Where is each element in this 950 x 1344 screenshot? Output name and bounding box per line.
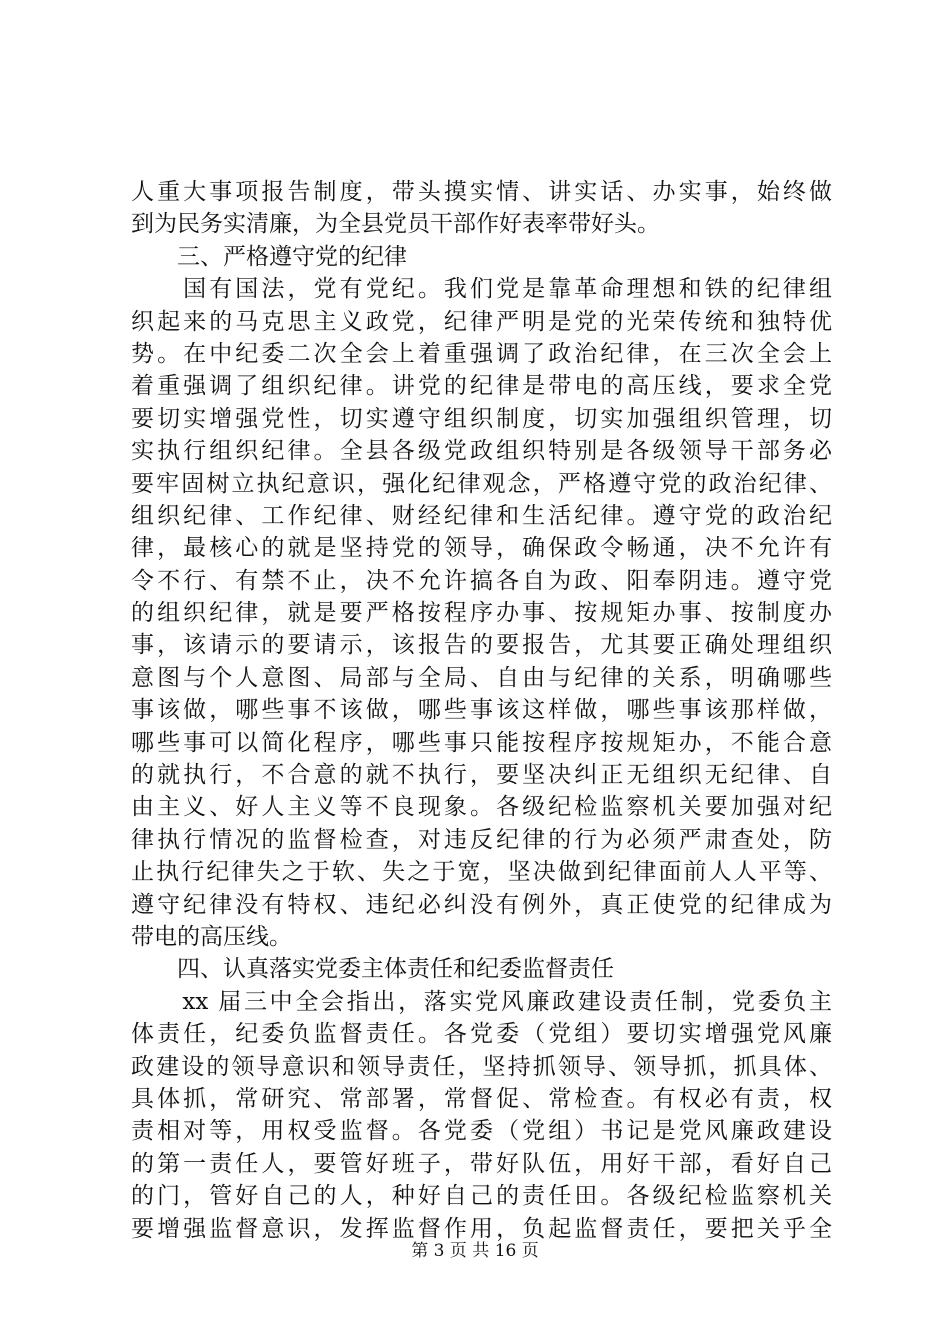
text-line: 的就执行，不合意的就不执行，要坚决纠正无组织无纪律、自 xyxy=(131,762,832,789)
text-line: 要增强监督意识，发挥监督作用，负起监督责任，要把关乎全 xyxy=(131,1215,832,1242)
text-line: 要牢固树立执纪意识，强化纪律观念，严格遵守党的政治纪律、 xyxy=(131,470,832,497)
text-line: 势。在中纪委二次全会上着重强调了政治纪律，在三次全会上 xyxy=(131,340,832,367)
text-line: 的第一责任人，要管好班子，带好队伍，用好干部，看好自己 xyxy=(131,1150,832,1177)
text-line: 组织纪律、工作纪律、财经纪律和生活纪律。遵守党的政治纪 xyxy=(131,502,832,529)
text-line: xx 届三中全会指出，落实党风廉政建设责任制，党委负主 xyxy=(131,988,832,1015)
text-line: 遵守纪律没有特权、违纪必纠没有例外，真正使党的纪律成为 xyxy=(131,891,832,918)
text-line: 政建设的领导意识和领导责任，坚持抓领导、领导抓，抓具体、 xyxy=(131,1053,832,1080)
text-line: 律执行情况的监督检查，对违反纪律的行为必须严肃查处，防 xyxy=(131,826,832,853)
text-line: 到为民务实清廉，为全县党员干部作好表率带好头。 xyxy=(131,211,660,238)
document-body xyxy=(131,176,832,1245)
page-footer xyxy=(0,1241,950,1261)
text-line: 实执行组织纪律。全县各级党政组织特别是各级领导干部务必 xyxy=(131,438,832,465)
text-line: 止执行纪律失之于软、失之于宽，坚决做到纪律面前人人平等、 xyxy=(131,859,832,886)
text-line: 的门，管好自己的人，种好自己的责任田。各级纪检监察机关 xyxy=(131,1183,832,1210)
text-line: 带电的高压线。 xyxy=(131,923,292,950)
text-line: 人重大事项报告制度，带头摸实情、讲实话、办实事，始终做 xyxy=(131,179,832,205)
text-line: 律，最核心的就是坚持党的领导，确保政令畅通，决不允许有 xyxy=(131,535,832,562)
text-line: 着重强调了组织纪律。讲党的纪律是带电的高压线，要求全党 xyxy=(131,373,832,400)
text-line: 事，该请示的要请示，该报告的要报告，尤其要正确处理组织 xyxy=(131,632,832,659)
text-line: 织起来的马克思主义政党，纪律严明是党的光荣传统和独特优 xyxy=(131,308,832,335)
page-number: 第 3 页 共 16 页 xyxy=(411,1241,539,1261)
text-line: 由主义、好人主义等不良现象。各级纪检监察机关要加强对纪 xyxy=(131,794,832,821)
text-line: 的组织纪律，就是要严格按程序办事、按规矩办事、按制度办 xyxy=(131,600,832,627)
text-line: 哪些事可以简化程序，哪些事只能按程序按规矩办，不能合意 xyxy=(131,729,832,756)
text-line: 国有国法，党有党纪。我们党是靠革命理想和铁的纪律组 xyxy=(131,276,832,303)
text-line: 三、严格遵守党的纪律 xyxy=(131,243,407,270)
text-line: 四、认真落实党委主体责任和纪委监督责任 xyxy=(131,956,614,983)
text-line: 令不行、有禁不止，决不允许搞各自为政、阳奉阴违。遵守党 xyxy=(131,567,832,594)
text-line: 具体抓，常研究、常部署，常督促、常检查。有权必有责，权 xyxy=(131,1085,832,1112)
text-line: 事该做，哪些事不该做，哪些事该这样做，哪些事该那样做， xyxy=(131,697,832,724)
text-line: 意图与个人意图、局部与全局、自由与纪律的关系，明确哪些 xyxy=(131,664,832,691)
text-line: 要切实增强党性，切实遵守组织制度，切实加强组织管理，切 xyxy=(131,405,832,432)
text-line: 体责任，纪委负监督责任。各党委（党组）要切实增强党风廉 xyxy=(131,1021,832,1048)
text-line: 责相对等，用权受监督。各党委（党组）书记是党风廉政建设 xyxy=(131,1118,832,1145)
